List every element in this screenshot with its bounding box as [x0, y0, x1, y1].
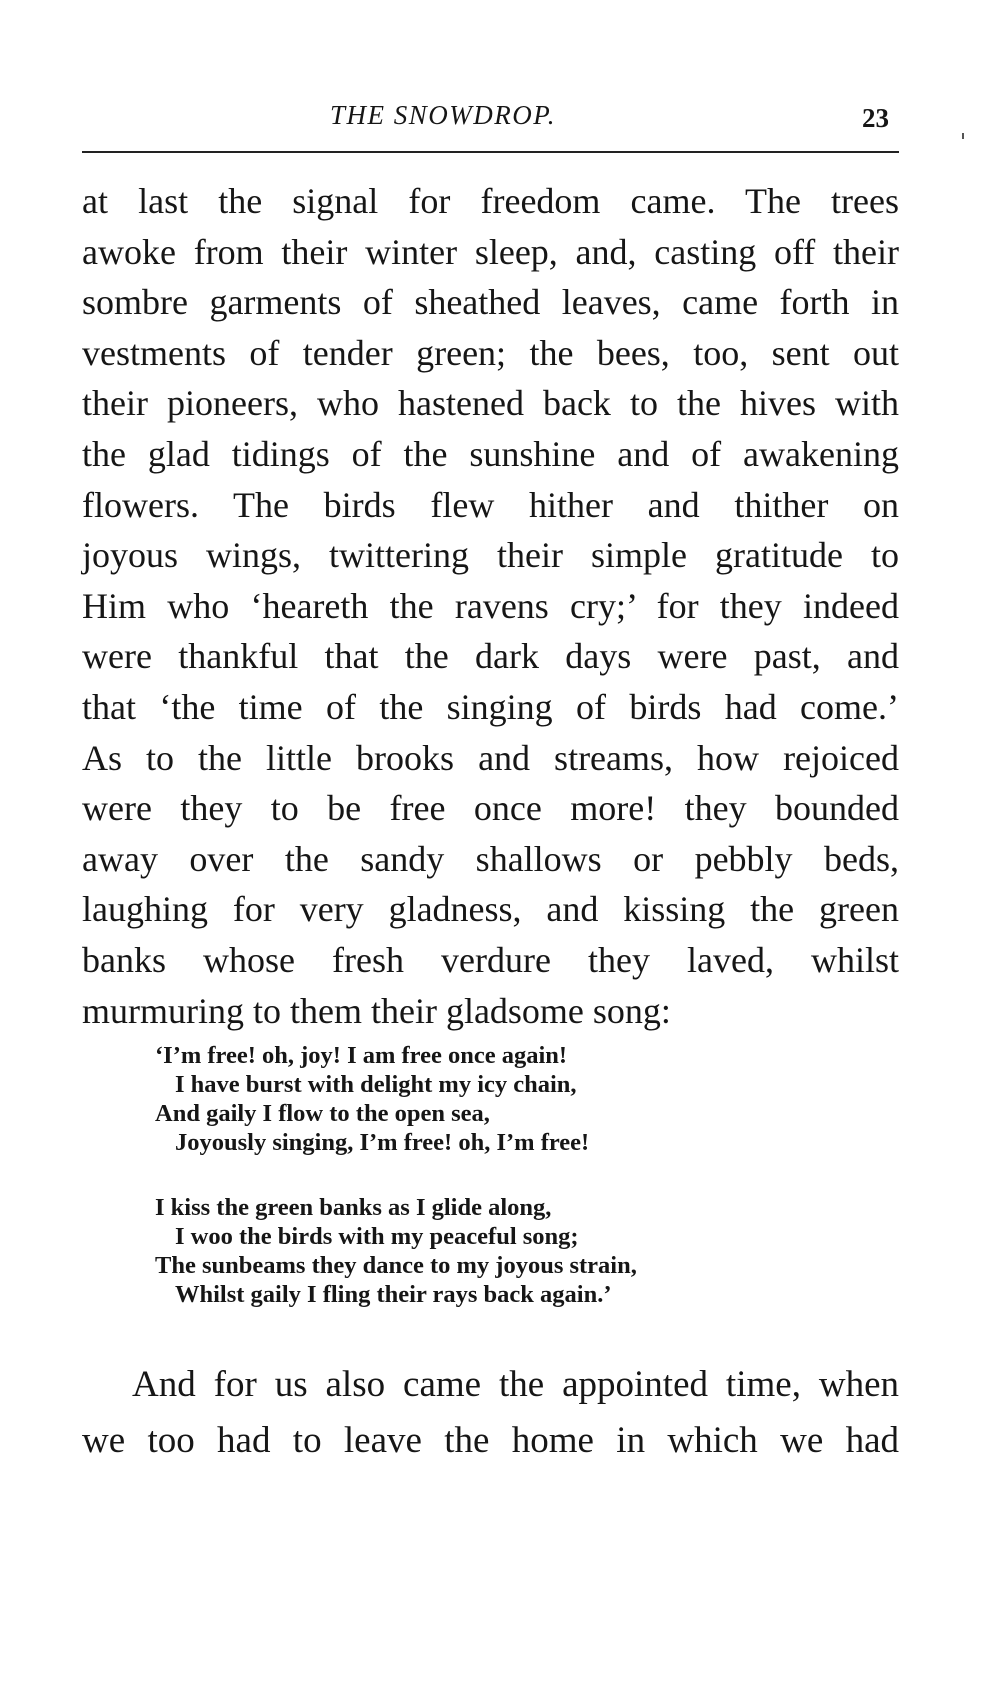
text-line: were they to be free once more! they bounded: [82, 788, 899, 829]
verse-line: Joyously singing, I’m free! oh, I’m free!: [175, 1129, 590, 1156]
page-number: 23: [862, 103, 889, 133]
verse-line: I woo the birds with my peaceful song;: [175, 1223, 579, 1250]
text-line: flowers. The birds flew hither and thither on: [82, 484, 899, 525]
verse-stanza-2: [155, 1193, 855, 1309]
verse-line: I kiss the green banks as I glide along,: [155, 1194, 552, 1221]
verse-line: ‘I’m free! oh, joy! I am free once again!: [155, 1042, 568, 1069]
text-line: at last the signal for freedom came. The trees: [82, 181, 899, 221]
verse-line: I have burst with delight my icy chain,: [175, 1071, 577, 1098]
verse-stanza-1: [155, 1041, 855, 1157]
paragraph-2: [82, 1357, 899, 1469]
text-line: were thankful that the dark days were past, and: [82, 636, 899, 677]
text-line: the glad tidings of the sunshine and of awakening: [82, 433, 899, 474]
text-line: awoke from their winter sleep, and, casting off their: [82, 231, 899, 272]
text-line: we too had to leave the home in which we had: [82, 1420, 899, 1461]
text-line: And for us also came the appointed time, when: [132, 1364, 899, 1405]
margin-mark: [962, 133, 964, 139]
text-line: banks whose fresh verdure they laved, whilst: [82, 939, 899, 980]
paragraph-1: [82, 176, 899, 1036]
running-title: THE SNOWDROP.: [330, 100, 557, 130]
verse-line: And gaily I flow to the open sea,: [155, 1100, 490, 1127]
text-line: away over the sandy shallows or pebbly beds,: [82, 838, 899, 879]
text-line: vestments of tender green; the bees, too, sent out: [82, 332, 899, 373]
text-line: As to the little brooks and streams, how rejoiced: [82, 737, 899, 778]
text-line: sombre garments of sheathed leaves, came forth in: [82, 282, 899, 323]
header-rule: [82, 151, 899, 153]
text-line: joyous wings, twittering their simple gratitude to: [82, 535, 899, 576]
verse-line: Whilst gaily I fling their rays back again.’: [175, 1281, 612, 1308]
text-line: laughing for very gladness, and kissing the green: [82, 889, 899, 930]
verse-line: The sunbeams they dance to my joyous strain,: [155, 1252, 637, 1279]
text-line: that ‘the time of the singing of birds had come.’: [82, 686, 899, 727]
text-line: murmuring to them their gladsome song:: [82, 990, 671, 1031]
text-line: Him who ‘heareth the ravens cry;’ for they indeed: [82, 585, 899, 626]
text-line: their pioneers, who hastened back to the hives with: [82, 383, 899, 424]
